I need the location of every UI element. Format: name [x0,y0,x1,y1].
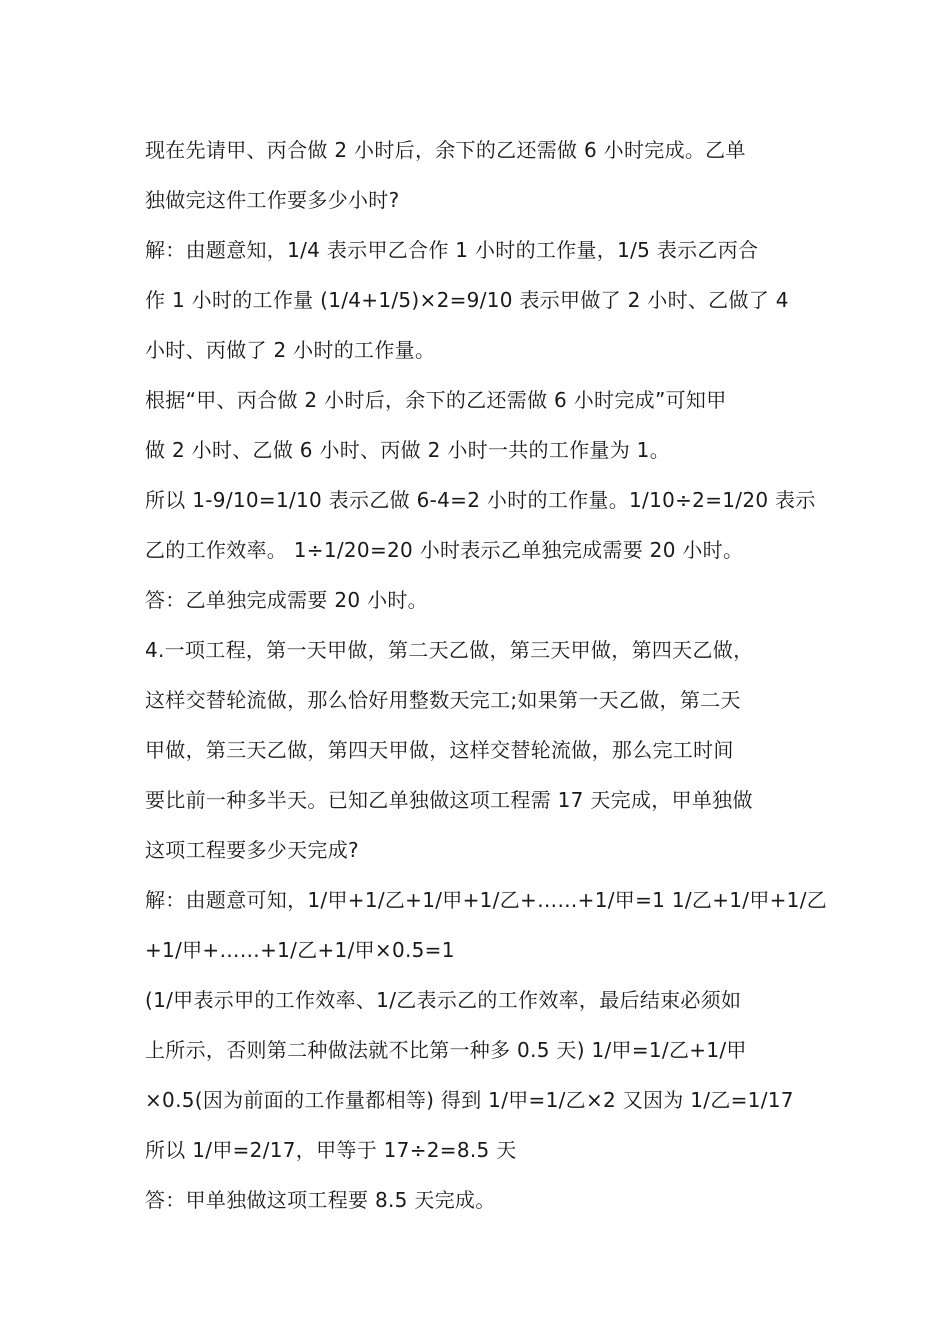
text-line: 这样交替轮流做，那么恰好用整数天完工;如果第一天乙做，第二天 [145,688,741,712]
text-line: 这项工程要多少天完成? [145,838,359,862]
text-line: 4.一项工程，第一天甲做，第二天乙做，第三天甲做，第四天乙做， [145,638,754,662]
document-body [145,125,828,1225]
text-line: 做 2 小时、乙做 6 小时、丙做 2 小时一共的工作量为 1。 [145,438,670,462]
text-line: 答：甲单独做这项工程要 8.5 天完成。 [145,1188,496,1212]
text-line: 小时、丙做了 2 小时的工作量。 [145,338,436,362]
text-line: 乙的工作效率。 1÷1/20=20 小时表示乙单独完成需要 20 小时。 [145,538,744,562]
text-line: 独做完这件工作要多少小时? [145,188,400,212]
text-line: 所以 1/甲=2/17，甲等于 17÷2=8.5 天 [145,1138,517,1162]
text-line: 甲做，第三天乙做，第四天甲做，这样交替轮流做，那么完工时间 [145,738,734,762]
text-line: +1/甲+……+1/乙+1/甲×0.5=1 [145,938,455,962]
text-line: 现在先请甲、丙合做 2 小时后，余下的乙还需做 6 小时完成。乙单 [145,138,746,162]
text-line: 所以 1-9/10=1/10 表示乙做 6-4=2 小时的工作量。1/10÷2=1/20 表示 [145,488,816,512]
text-line: 解：由题意知，1/4 表示甲乙合作 1 小时的工作量，1/5 表示乙丙合 [145,238,759,262]
text-line: 解：由题意可知，1/甲+1/乙+1/甲+1/乙+……+1/甲=1 1/乙+1/甲+1/乙 [145,888,828,912]
text-line: (1/甲表示甲的工作效率、1/乙表示乙的工作效率，最后结束必须如 [145,988,742,1012]
text-line: ×0.5(因为前面的工作量都相等) 得到 1/甲=1/乙×2 又因为 1/乙=1/17 [145,1088,794,1112]
text-line: 答：乙单独完成需要 20 小时。 [145,588,428,612]
text-line: 上所示，否则第二种做法就不比第一种多 0.5 天) 1/甲=1/乙+1/甲 [145,1038,747,1062]
text-line: 作 1 小时的工作量 (1/4+1/5)×2=9/10 表示甲做了 2 小时、乙做了 4 [145,288,789,312]
text-line: 要比前一种多半天。已知乙单独做这项工程需 17 天完成，甲单独做 [145,788,753,812]
text-line: 根据“甲、丙合做 2 小时后，余下的乙还需做 6 小时完成”可知甲 [145,388,727,412]
